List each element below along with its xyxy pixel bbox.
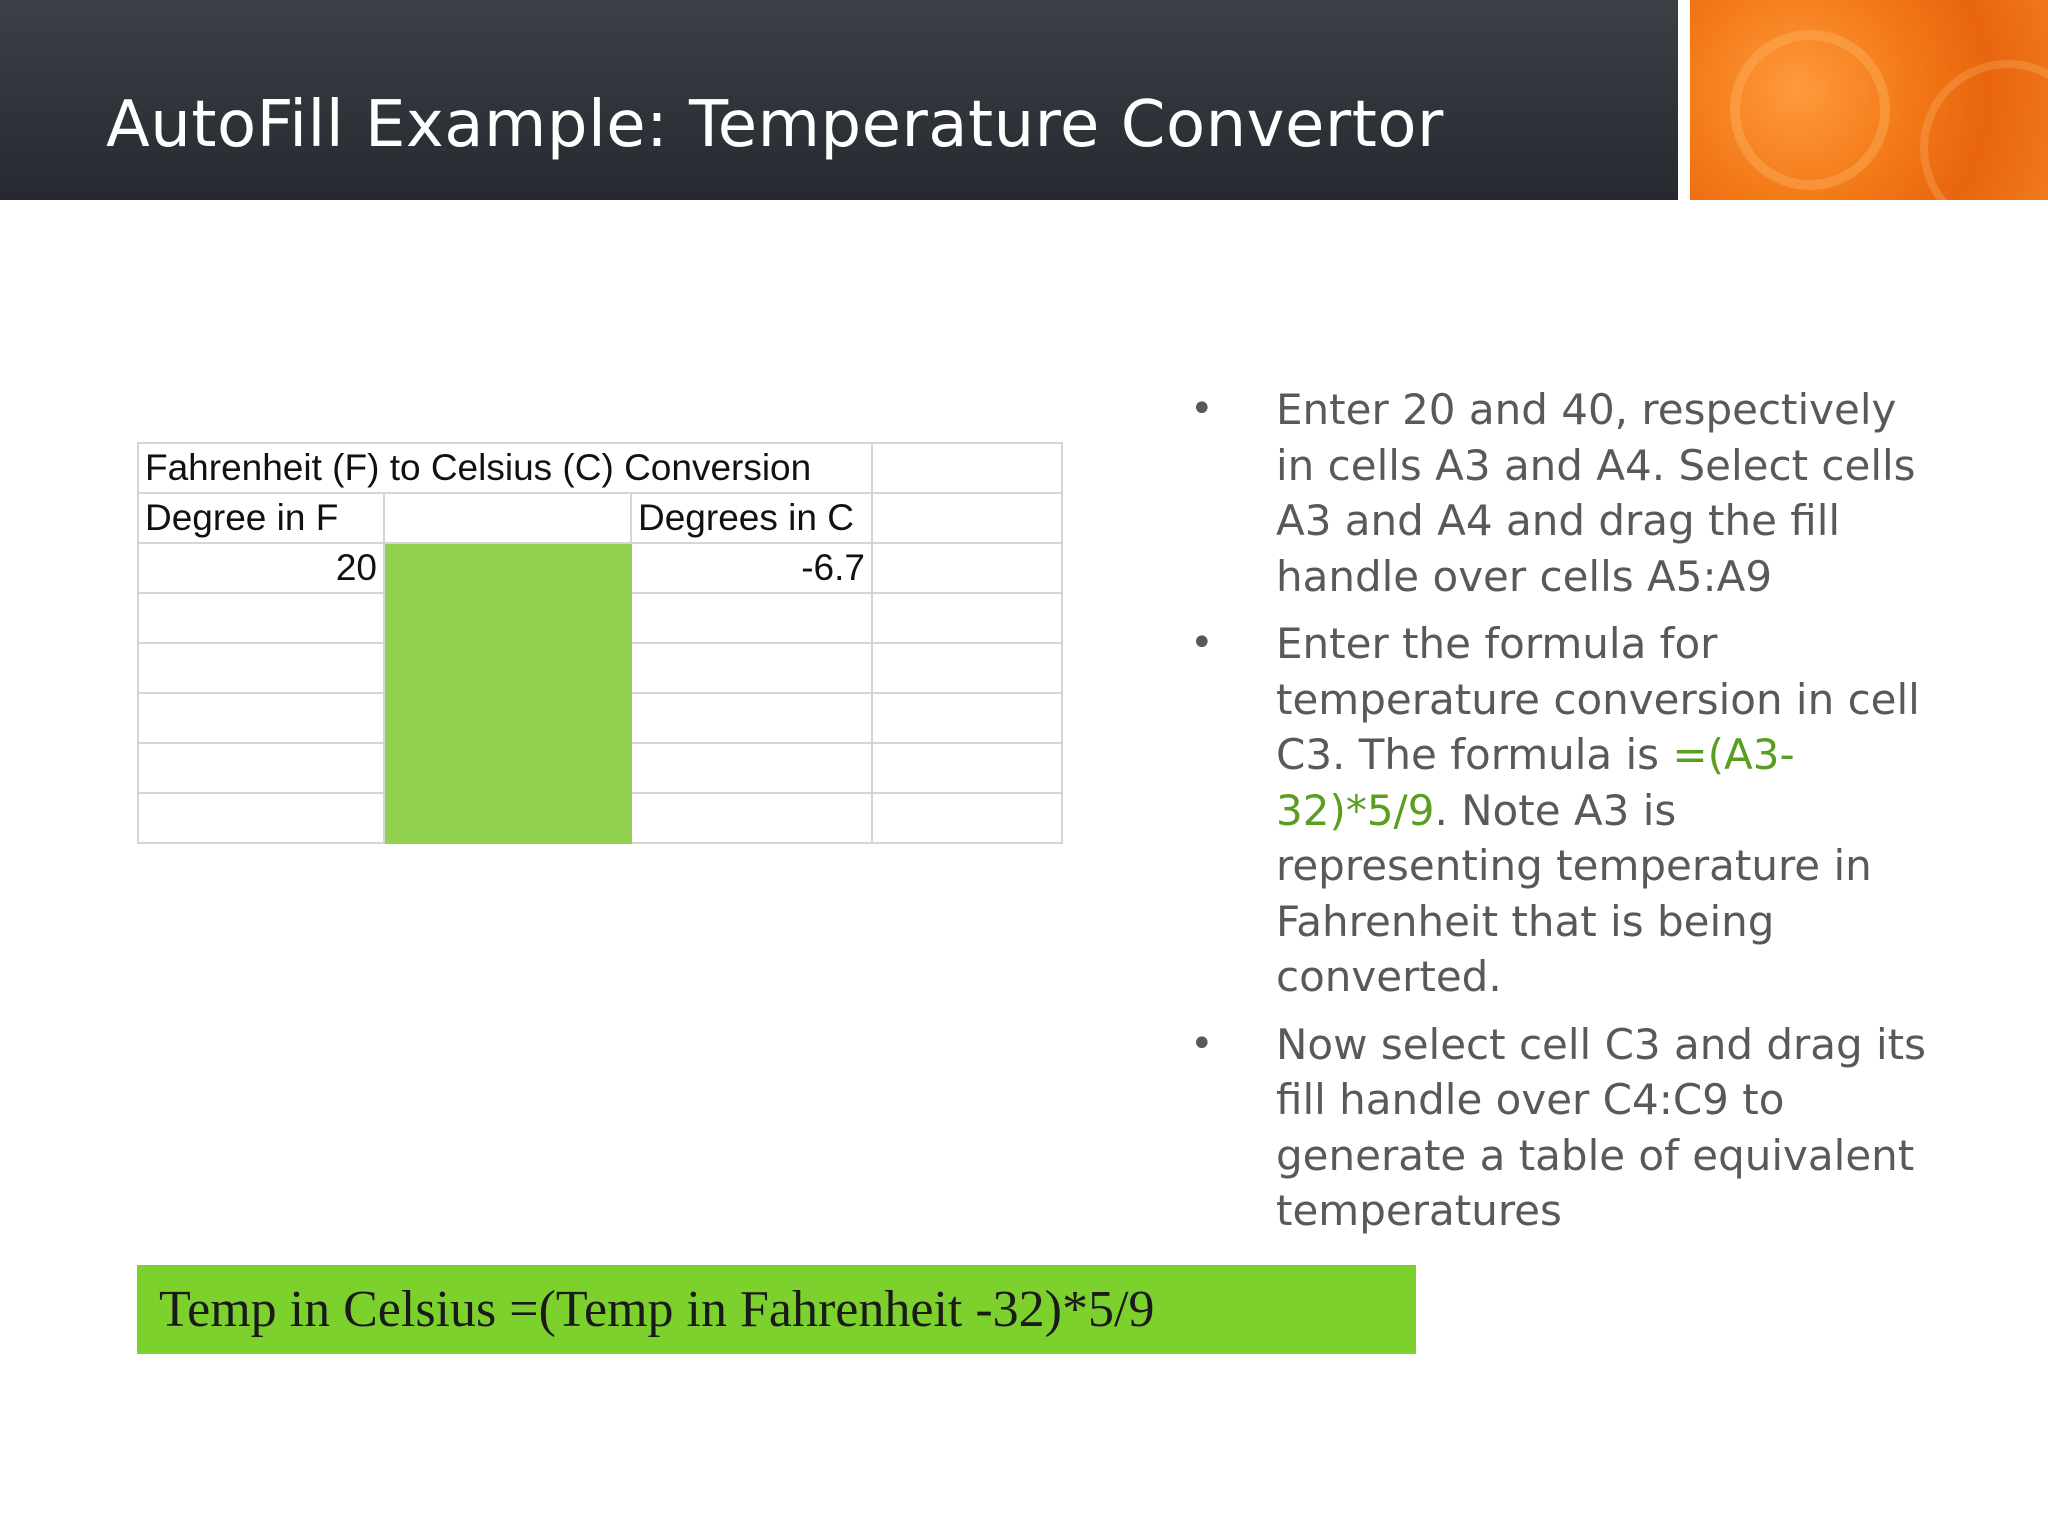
highlighted-cell[interactable] [384, 793, 631, 843]
table-cell[interactable] [384, 493, 631, 543]
cell-a3[interactable]: 20 [138, 543, 384, 593]
cell-c8[interactable] [631, 793, 872, 843]
table-row [138, 493, 1062, 543]
table-row [138, 643, 1062, 693]
column-c-label[interactable]: Degrees in C [631, 493, 872, 543]
highlighted-cell[interactable] [384, 693, 631, 743]
accent-image [1690, 0, 2048, 200]
bullet-text: . Note A3 is representing temperature in Fahrenheit that is being converted. [1276, 785, 1872, 1001]
bullet-text: Enter the formula for temperature conversion in cell C3. The formula is [1276, 619, 1920, 779]
cell-a7[interactable] [138, 743, 384, 793]
cell-c5[interactable] [631, 643, 872, 693]
column-a-label[interactable]: Degree in F [138, 493, 384, 543]
table-cell[interactable] [872, 693, 1062, 743]
table-row [138, 793, 1062, 843]
cell-a6[interactable] [138, 693, 384, 743]
highlighted-cell[interactable] [384, 743, 631, 793]
list-item [1190, 382, 1930, 604]
cell-c4[interactable] [631, 593, 872, 643]
highlighted-cell[interactable] [384, 543, 631, 593]
formula-highlight: =(A3-32)*5/9 [1276, 730, 1795, 835]
bullet-icon: • [1190, 386, 1214, 432]
bullet-text: Now select cell C3 and drag its fill handle over C4:C9 to generate a table of equivalent temperatures [1276, 1019, 1927, 1235]
table-cell[interactable] [872, 643, 1062, 693]
table-cell[interactable] [872, 593, 1062, 643]
instruction-list [1190, 382, 1930, 1251]
spreadsheet-table [137, 442, 1063, 844]
cell-c6[interactable] [631, 693, 872, 743]
bullet-text: Enter 20 and 40, respectively in cells A3 and A4. Select cells A3 and A4 and drag the fill handle over cells A5:A9 [1276, 385, 1916, 601]
formula-banner: Temp in Celsius =(Temp in Fahrenheit -32)*5/9 [137, 1265, 1416, 1354]
bullet-icon: • [1190, 1020, 1214, 1067]
list-item [1190, 1017, 1930, 1239]
table-cell[interactable] [872, 493, 1062, 543]
slide-title: AutoFill Example: Temperature Convertor [106, 88, 1444, 162]
title-bar [0, 0, 1678, 200]
table-cell[interactable] [872, 743, 1062, 793]
table-cell[interactable] [872, 543, 1062, 593]
table-header-cell[interactable]: Fahrenheit (F) to Celsius (C) Conversion [138, 443, 872, 493]
highlighted-cell[interactable] [384, 593, 631, 643]
table-row [138, 543, 1062, 593]
list-item [1190, 616, 1930, 1005]
table-row [138, 743, 1062, 793]
bullet-icon: • [1190, 620, 1214, 666]
table-row [138, 443, 1062, 493]
table-row [138, 593, 1062, 643]
table-row [138, 693, 1062, 743]
cell-c7[interactable] [631, 743, 872, 793]
table-cell[interactable] [872, 793, 1062, 843]
cell-a5[interactable] [138, 643, 384, 693]
cell-a4[interactable] [138, 593, 384, 643]
cell-c3[interactable]: -6.7 [631, 543, 872, 593]
table-cell[interactable] [872, 443, 1062, 493]
cell-a8[interactable] [138, 793, 384, 843]
highlighted-cell[interactable] [384, 643, 631, 693]
